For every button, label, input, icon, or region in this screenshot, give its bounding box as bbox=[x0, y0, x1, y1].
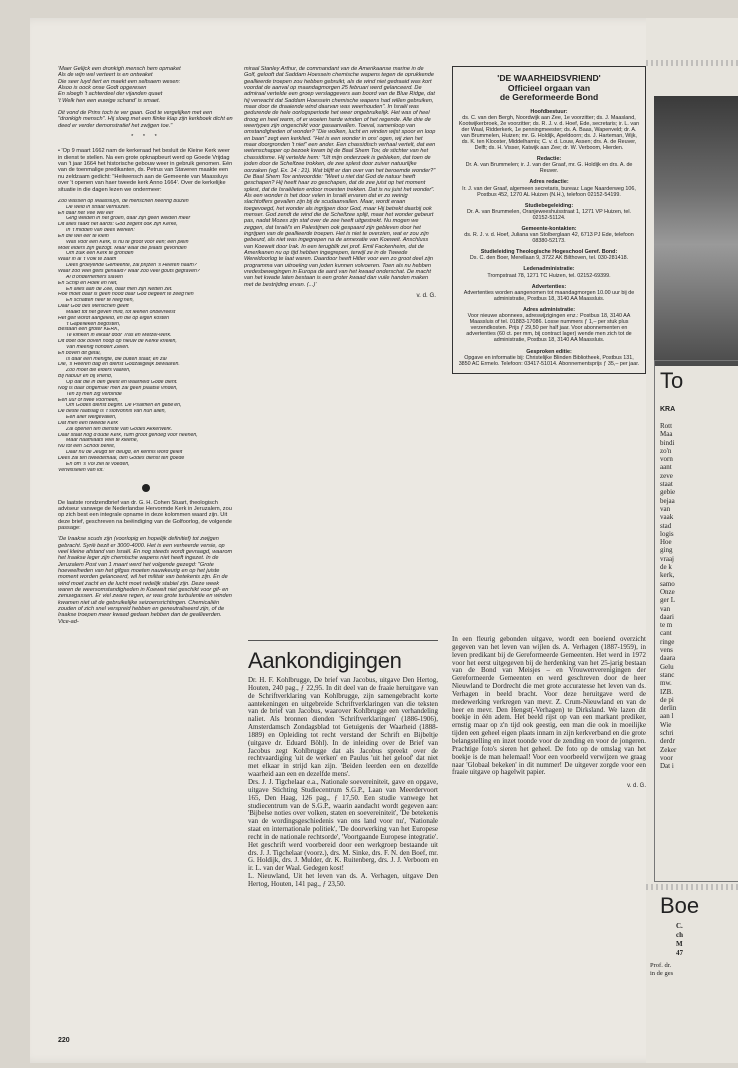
text-line: de pi bbox=[660, 695, 674, 704]
column-2 bbox=[244, 66, 436, 616]
photo bbox=[654, 96, 738, 366]
text-line: Hoe moet daar is geen nood daar God begeert te zeeg'nen bbox=[58, 292, 194, 298]
bullet-separator-icon bbox=[142, 484, 150, 492]
text-line: van bbox=[660, 604, 671, 613]
text-line: ging bbox=[660, 546, 673, 555]
text-line: Dit doet ook boven hoop op nieuw de Kerke krielen, bbox=[58, 339, 177, 345]
text-line: Dat i bbox=[660, 762, 674, 771]
review-text: In een fleurig gebonden uitgave, wordt een boeiend overzicht gegeven van het leven van wijlen ds. A. Verhagen (1887-1959), in leven predikant bij de Gereformeerde Gemeenten. Het werd in 1972 voor het eerst uitgegeven bij de herdenking van het 25-jarig bestaan van de Bond van Meisjes – en Vrouwenverenigingen der Gereformeerde Gemeenten en werd geschreven door de heer Nieuwland te Dordrecht die met grote accuratesse het leven van ds. Verhagen in beeld bracht. Voor deze heruitgave werd de medewerking verkregen van mevr. Z. Crum-Nieuwland en van de heer en mevr. Den Hengst(-Verhagen) te Dirksland. We lazen dit boekje in één adem. Het beeld rijst op van een markant prediker, ernstig maar op z'n tijd ook geestig, een man die ook in moeilijke tijden een geheel eigen plaats innam in zijn kerkverband en die grote belangstelling en inzet toonde voor de zending en voor de jongeren. Prachtige foto's sieren het geheel. De foto op de omslag van het boekje is de man helemaal! Voor een voorbeeld verwijzen we graag naar 'Globaal bekeken' in dit nummer! De uitgever zorgde voor een fraaie uitgave op hagelwit papier. bbox=[452, 636, 646, 777]
text-line: Zeker bbox=[660, 745, 677, 754]
text-line: 't Gapelleken begosten, bbox=[66, 321, 121, 327]
text-line: staat bbox=[660, 480, 673, 489]
text-line: Waar in al 't Volk te zaam bbox=[58, 257, 117, 263]
text-line: derlin bbox=[660, 704, 677, 713]
text-line: Dees groeyende Gemeente, zal prijzen 's Heeren naam? bbox=[66, 263, 197, 269]
text-line: Daar God des Menschen geeft bbox=[58, 304, 129, 310]
text-line: Om Godes dienst begint. De Psalmen en gebe'en, bbox=[66, 403, 182, 409]
masthead-subtitle: de Gereformeerde Bond bbox=[499, 92, 599, 102]
text-line: in de ges bbox=[650, 970, 674, 977]
text-line: Die, 's Heeren dag en dienst Godzaligelijk bewaaren. bbox=[58, 362, 180, 368]
text-line: Nog is daar ongemak! men zal geen plaatse vinden, bbox=[58, 385, 178, 391]
text-line: Verwisselen van lot.' bbox=[58, 467, 105, 473]
separator-stars: * * * bbox=[131, 134, 161, 141]
text-line: vorn bbox=[660, 455, 673, 464]
text-line: de k bbox=[660, 563, 672, 572]
text-line: stad bbox=[660, 521, 672, 530]
text-line: Al d'ondernemers slaven bbox=[66, 274, 123, 280]
text-line: M bbox=[676, 940, 683, 948]
masthead-section-heading: Adres redactie: bbox=[529, 179, 569, 186]
text-line: vens bbox=[660, 646, 673, 655]
wavy-border bbox=[646, 884, 738, 890]
adjacent-heading: Boe bbox=[660, 893, 700, 918]
quoted-paragraph: miraal Stanley Arthur, de commandant van de Amerikaanse marine in de Golf, gelooft dat Saddam Hoessein chemische wapens tegen de oprukkende geallieerde troepen zou hebben gebruikt, als de wind niet gedraaid was kort voordat de aanval op maandagmorgen 25 februari werd gelanceerd. De admiraal vertelde een groep verslaggevers aan boord van de Blue Ridge, dat hij verwacht dat Saddam Hoessein chemische wapens had willen gebruiken, maar door de draaiende wind daarvan was weerhouden". In Israël was gedurende de hele oorlogsperiode het weer ongebruikelijk. Het was of heel droog en heel warm, of er woeien harde winden of het regende. Alle drie de weertypes zijn ongeschikt voor gasaanvallen. Toeval, samenloop van omstandigheden of wonder? "Die wolken, lucht en winden wijst spoor en loop en baan" zegt een kerklied. "Het is een wonder in ons' ogen, wij zien het maar doorgronden 't niet" een ander. Een chassidisch verhaal vertelt, dat een wetenschapper op bezoek kwam bij de Baal Shem Tov, de stichter van het chassidisme. Hij vertelde hem: "Uit mijn onderzoek is gebleken, dat toen de joden door de Schelfzee trokken, de zee splest door zuiver natuurlijke oorzaken (vgl. Ex. 14 : 21). Wat blijft er dan over van het beroemde wonder?" De Baal Shem Tov antwoordde: "Weet u niet dat God de natuur heeft geschapen? Hij heeft haar zo geschapen, dat de zee juist op het moment splest, dat de Israëlieten erdoor moesten trekken. Dat is nu juist het wonder". Als een wonder is het door velen in Israël ervaren dat er zo weinig slachtoffers gevallen zijn bij de scudaanvallen. Maar, wordt eraan toegevoegd, het wonder als ingrijpen door God, maar Hij betrekt daarbij ook menser. God zendt de wind die de Schelfzee splijt, maar het wonder gebeurt pas, nadat Mozes zijn staf over de zee heeft uitgestrekt. Nu mogen we zeggen, dat Israël's en Palestijnen ook gespaard zijn gebleven door het ingrijpen van de geallieerde troepen. Het is niet te overzien, wat er zou zijn gebeurd, als niet was ingegrepen na de annexatie van Koeweit. Anschluss van Koeweit door Irak. In een terugblik zei prof. Emil Fackenheim, dat de Amerikanen nu op tijd hebben ingegrepen, terwijl ze in de Tweede Wereldoorlog te laat waren. Daardoor heeft Hitler voor een zo groot deel zijn programma van uitroeiing van joden kunnen volvoeren. Toen als nu hebben vredesbewegingen in Europa de aard van het kwaad onderschat. De macht van het kwade laten bestaan is een groter kwaad dan vuile handen maken met de bestrijding ervan. (...)' bbox=[244, 66, 436, 288]
masthead-section-body: Ir. J. van der Graaf, algemeen secretaris, bureau: Lage Naarderweg 106, Postbus 452, 1270 AL Huizen (N.H.), telefoon 02152-54199. bbox=[462, 185, 636, 198]
adjacent-text bbox=[660, 422, 738, 770]
masthead-section-heading: Ledenadministratie: bbox=[523, 266, 575, 273]
text-line: Maar naamlaats veel te kleene, bbox=[66, 438, 139, 444]
masthead-section-heading: Advertenties: bbox=[531, 283, 567, 290]
text-line: derdr bbox=[660, 737, 675, 746]
masthead-section-body: Voor nieuwe abonnees, adreswijzigingen enz.: Postbus 18, 3140 AA Maassluis of tel. 01883-17086. Losse nummers ƒ 1,– per stuk plus verzendkosten. Prijs ƒ 29,50 per half jaar. Voor abonnementen en advertenties (60 ct. per mm, bij contract lager) wende men zich tot de administratie, Postbus 18, 3140 AA Maassluis. bbox=[466, 313, 632, 344]
adjacent-subheading: KRA bbox=[660, 406, 676, 413]
text-line: Waar zoo veel gelts gehaald? waar zoo veel gouts gegraven? bbox=[58, 268, 200, 274]
text-line: kerk, bbox=[660, 571, 675, 580]
text-line: Ten zij men zig verbinde bbox=[66, 391, 122, 397]
text-line: aan l bbox=[660, 712, 674, 721]
masthead-title bbox=[458, 74, 640, 103]
text-line: daari bbox=[660, 612, 674, 621]
text-line: cant bbox=[660, 629, 672, 638]
masthead-section-body: Dr. A. van Brummelen, Oranjeweeshuisstraat 1, 1271 VP Huizen, tel. 02152-51124. bbox=[466, 208, 632, 221]
text-line: 47 bbox=[676, 949, 683, 957]
text-line: En daar het Vee wel eer bbox=[58, 210, 114, 216]
adjacent-text bbox=[650, 962, 673, 978]
column-1 bbox=[58, 66, 234, 986]
wavy-border bbox=[646, 60, 738, 66]
text-line: Een uur of twee voorheen, bbox=[58, 397, 119, 403]
text-line: Die seer luyd tiert en maekt een seltsaem wesen: bbox=[58, 78, 181, 85]
text-line: De beste raatslag is 't slotvonnis van hun allen, bbox=[58, 409, 166, 415]
text-line: schri bbox=[660, 728, 674, 737]
masthead-section-heading: Hoofdbestuur: bbox=[530, 108, 568, 115]
text-line: samo bbox=[660, 579, 675, 588]
text-line: En sloegh 't achterdeel der vijanden quaet bbox=[58, 91, 163, 98]
signature: v. d. G. bbox=[416, 292, 436, 300]
adjacent-text bbox=[676, 922, 738, 958]
intro-quote bbox=[58, 66, 234, 104]
text-line: bejaa bbox=[660, 496, 675, 505]
masthead-box bbox=[452, 66, 646, 374]
masthead-sections bbox=[458, 109, 640, 367]
text-line: zeve bbox=[660, 471, 673, 480]
text-line: IZB. bbox=[660, 687, 674, 696]
text-line: En Schip en Hoek en Net, bbox=[58, 280, 118, 286]
text-line: Onze bbox=[660, 587, 675, 596]
text-line: Daar nu de Jeugd ter deugd, en kennis word geleit bbox=[66, 450, 183, 456]
text-line: vaak bbox=[660, 513, 674, 522]
text-line: Moet elders zijn gezogt. Maar waar die plaats gevonden bbox=[58, 245, 187, 251]
text-line: Zal openen ten dienste van Godes Akkerwerk. bbox=[66, 426, 173, 432]
text-line: Een aller welgevallen, bbox=[66, 415, 117, 421]
paragraph: Dit vond de Prins toch te ver gaan. God te vergelijken met een "dronkigh mensch". Hij sloeg met een flinke klap zijn kerkboek dicht en deed er verder demonstratief het zwijgen toe." bbox=[58, 110, 233, 129]
text-line: ringe bbox=[660, 637, 675, 646]
text-line: aant bbox=[660, 463, 672, 472]
text-line: Ging weiden in het groen, daar zijn geen weiden meer bbox=[66, 216, 191, 222]
text-line: 't Welk hen een euwige schand' is smaet. bbox=[58, 97, 161, 104]
announcement: Dr. H. F. Kohlbrugge, De brief van Jacobus, uitgave Den Hertog, Houten, 240 pag., ƒ 22,95. In dit deel van de fraaie heruitgave van de Schriftverklaring van Kohlbrugge, zijn samengebracht korte aantekeningen en uitgebreide Schriftverklaringen van die teksten van de brief van Jacobus, waarover Kohlbrugge een verhandeling naliet. Als bronnen dienden 'Schriftverklaringen' (1886-1906), Amsterdamsch Zondagsblad tot Getuigenis der Waarheid (1888-1889) en Opleiding tot recht verstand der Schrift en Bijbeltje (uitgave dr. Eduard Böhl). In de inleiding over de Brief van Jacobus zegt Kohlbrugge dat als Jacobus spreekt over de rechtvaardiging 'uit de werken' en Paulus 'uit het geloof' dat niet met elkaar in strijd kan zijn. 'Beiden leerden een en dezelfde waarheid aan een en dezelfde mens'. bbox=[248, 676, 438, 779]
text-line: ger L bbox=[660, 596, 675, 605]
quoted-paragraph: 'De Iraakse scuds zijn (voorlopig en hopelijk definitief) tot zwijgen gebracht. Syrië bezit er 3000-4000. Het is een verheerde versie, op veel kleine afstand van Israël. En nog steeds wordt gevraagd, waarom het Iraakse leger zijn chemische wapens niet heeft ingezet. In de Jeruzalem Post van 1 maart werd het volgende gezegd: "Grote hoeveelheden van het gifgas moeten nauwkeurig en op het juiste moment worden gelanceerd, wil het militair van betekenis zijn. En de wind moet zacht en de lucht moet redelijk stabiel zijn. Deze week waren de weersomstandigheden in Koeweit niet geschikt voor gif- en zenuwgassen. Er viel zware regen, er was grote turbulentie en winden kwamen niet uit de gebruikelijke seizoensrichtingen. Chemicaliën zouden of zich snel verspreid hebben en geneutraliseerd zijn, of de Iraakse troepen meer kwaad gedaan hebben dan de geallieerden. Vice-ad- bbox=[58, 536, 233, 625]
announcements-section bbox=[248, 640, 438, 1040]
text-line: En schatten neer te reeg'nen, bbox=[66, 298, 134, 304]
text-line: En die wel eer te klein bbox=[58, 233, 109, 239]
divider bbox=[248, 640, 438, 641]
text-line: Van meenig hondert Zielen. bbox=[66, 344, 130, 350]
masthead-column bbox=[452, 66, 646, 374]
masthead-section-heading: Studiebegeleiding: bbox=[524, 202, 574, 209]
text-line: En alles aan de Zee, daar men zijn Netten zet. bbox=[66, 286, 173, 292]
masthead-section-body: ds. C. van den Bergh, Noordwijk aan Zee, 1e voorzitter; ds. J. Maasland, Kootwijkerbroek, 2e voorzitter; ds. R. J. v. d. Hoef, Ede, secretaris; ir. L. van der Waal, Ridderkerk, 1e penningmeester; ds. A. Baas, Wapenveld; dr. A. van Brummelen, Huizen; mr. G. Holdijk, Apeldoorn; ds. J. Harteman, Wijk, ds. K. ten Klooster, Middelharnis; C. v. d. Louw, Assen; drs. A. de Reuver, Delft; ds. H. Visser, Katwijk aan Zee; dr. W. Verboom, Hierden. bbox=[458, 114, 640, 152]
announcement: Drs. J. J. Tigchelaar e.a., Nationale soevereiniteit, gave en opgave, uitgave Stichting Studiecentrum S.G.P., Laan van Meerdervoort 165, Den Haag, 126 pag., ƒ 17,50. Een studie vanwege het studiecentrum van de S.G.P., waarin aandacht wordt gegeven aan: 'Bijbelse noties over volken, staten en soevereiniteit', 'De betekenis van de wordingsgeschiedenis van ons land voor nu', 'Nationale staat en internationale politiek', 'De doorwerking van het Europese recht in de nationale rechtsorde', 'Voortgaande Europese integratie'. Het geschrift werd voorbereid door een werkgroep bestaande uit drs. J. J. Tigchelaar (voorz.), drs. M. Sinke, drs. F. N. den Boef, mr. G. Holdijk, drs. J. Mulder, dr. K. Ruitenberg, drs. J. J. Verboom en ir. L. van der Waal. Gedegen kost! bbox=[248, 777, 438, 873]
text-line: vraaj bbox=[660, 554, 674, 563]
masthead-name: 'DE WAARHEIDSVRIEND' bbox=[497, 73, 601, 83]
text-line: De weid in straat verhuizen. bbox=[66, 204, 131, 210]
text-line: te m bbox=[660, 621, 673, 630]
text-line: zo'n bbox=[660, 446, 672, 455]
text-line: voor bbox=[660, 753, 673, 762]
text-line: Te klinken in elkaar door Tras en Metzel-werk. bbox=[66, 333, 172, 339]
masthead-section-body: Dr. A. van Brummelen; ir. J. van der Graaf, mr. G. Holdijk en drs. A. de Reuver. bbox=[465, 162, 633, 175]
text-line: In 't midden van dees werken: bbox=[66, 228, 135, 234]
poem bbox=[58, 199, 234, 474]
adjacent-heading: To bbox=[660, 368, 684, 393]
text-line: Bij nabuur en bij vriend, bbox=[58, 374, 113, 380]
section-heading: Aankondigingen bbox=[248, 648, 402, 673]
masthead-section-heading: Gemeente-kontakten: bbox=[521, 226, 577, 232]
text-line: Was voor een Kerk, is nu te groot voor een; een plein bbox=[66, 239, 189, 245]
paragraph: • 'Op 9 maart 1662 nam de kerkeraad het besluit de Kleine Kerk weer in dienst te stellen. Na een grote opknapbeurt werd op Goede Vrijdag van 't jaar 1664 het historische gebouw weer in gebruik genomen. Eén van de toenmalige predikanten, ds. Petrus van Staveren maakte een nu zeldzaam gedicht: "Heilwensch aan de Gemeente van Maassluys over 't openen van haer tweede kerk Anno 1664'. Over de kerkelijke situatie in die dagen lezen we ondermeer: bbox=[58, 148, 233, 193]
masthead-section-heading: Gesproken editie: bbox=[526, 348, 572, 355]
text-line: ch bbox=[676, 931, 683, 939]
text-line: Zoo wassen op Maassluys, de menschen neering buizen bbox=[58, 198, 189, 204]
page-number: 220 bbox=[58, 1037, 70, 1044]
text-line: Zoo moet die elders vaaren, bbox=[66, 368, 131, 374]
text-line: van bbox=[660, 504, 671, 513]
text-line: Prof. dr. bbox=[650, 962, 672, 969]
text-line: Rott bbox=[660, 422, 673, 430]
masthead-section-body: Trompstraat 78, 1271 TC Huizen, tel. 02152-69399. bbox=[487, 272, 611, 279]
masthead-section-body: ds. R. J. v. d. Hoef, Juliana van Stolberglaan 42, 6713 PJ Ede, telefoon 08380-52173. bbox=[464, 232, 634, 245]
masthead-section-heading: Redactie: bbox=[536, 156, 562, 163]
text-line: Maakt tot het geven mild, tot leenen onbevreest bbox=[66, 309, 176, 315]
text-line: Wie bbox=[660, 720, 672, 729]
masthead-section-heading: Adres administratie: bbox=[522, 306, 576, 313]
text-line: Is daar een menigte, die buiten staat; en zal bbox=[66, 356, 167, 362]
text-line: Als de wijn wel verteert is en ontwaket bbox=[58, 72, 153, 79]
text-line: Om zulk een Kerk te gronden bbox=[66, 251, 134, 257]
text-line: En om 's Vol ziel te voeden, bbox=[66, 461, 130, 467]
text-line: Dit alles raakt het aards: God zegent ook zijn Kerke, bbox=[58, 222, 178, 228]
text-line: mw. bbox=[660, 679, 672, 688]
text-line: C. bbox=[676, 922, 683, 930]
text-line: Dees zal ten tweedemaal, den Godes dienst ten goede bbox=[58, 455, 185, 461]
masthead-subtitle: Officieel orgaan van bbox=[507, 82, 591, 93]
text-line: logis bbox=[660, 529, 674, 538]
signature: v. d. G. bbox=[627, 783, 646, 790]
text-line: Alsoo is oock onse Godt opgeresen bbox=[58, 85, 147, 92]
text-line: 'Maer Gelijck een dronkigh mensch hem opmaket bbox=[58, 66, 181, 72]
masthead-section-body: Advertenties worden aangenomen tot maandagmorgen 10.00 uur bij de administratie, Postbus 18, 3140 AA Maassluis. bbox=[463, 289, 635, 302]
masthead-section-heading: Studieleiding Theologische Hogeschool Geref. Bond: bbox=[480, 249, 618, 256]
text-line: Op dat die in den geest en waarheid Gode dient. bbox=[66, 380, 178, 385]
masthead-section-body: Ds. C. den Boer, Merellaan 9, 3722 AK Bilthoven, tel. 030-281418. bbox=[469, 255, 629, 262]
text-line: Gelu bbox=[660, 662, 674, 671]
text-line: Het gelt wordt aangeleid, en die op eigen kosten bbox=[58, 315, 170, 321]
text-line: Maa bbox=[660, 430, 673, 439]
text-line: Bestaan een groter KERK, bbox=[58, 327, 120, 333]
text-line: stanc bbox=[660, 670, 675, 679]
text-line: bindi bbox=[660, 438, 675, 447]
masthead-section-body: Opgave en informatie bij: Christelijke Blinden Bibliotheek, Postbus 131, 3850 AC Ermelo. Telefoon: 03417-51014. Abonnementsprijs ƒ 35,– per jaar. bbox=[458, 354, 640, 367]
text-line: gebie bbox=[660, 488, 676, 497]
column-review bbox=[452, 636, 646, 1036]
text-line: En boven dit getal, bbox=[58, 350, 101, 356]
announcement: L. Nieuwland, Uit het leven van ds. A. Verhagen, uitgave Den Hertog, Houten, 141 pag., ƒ 23,50. bbox=[248, 872, 438, 888]
text-line: daara bbox=[660, 654, 676, 663]
text-line: Daar staat nog d'oude Kerk, ruim groot genoeg voor heenen, bbox=[58, 432, 198, 438]
paragraph: De laatste rondzendbrief van dr. G. H. Cohen Stuart, theologisch adviseur vanwege de Nederlandse Hervormde Kerk in Jeruzalem, zou op zich best een integrale opname in deze kolommen waard zijn. Uit deze brief, geschreven na beëindiging van de Golfoorlog, de volgende passage: bbox=[58, 499, 232, 531]
text-line: Nu tot een School bereit, bbox=[58, 444, 116, 450]
text-line: Hoe bbox=[660, 538, 672, 547]
text-line: Dat men een tweede Kerk bbox=[58, 420, 118, 426]
